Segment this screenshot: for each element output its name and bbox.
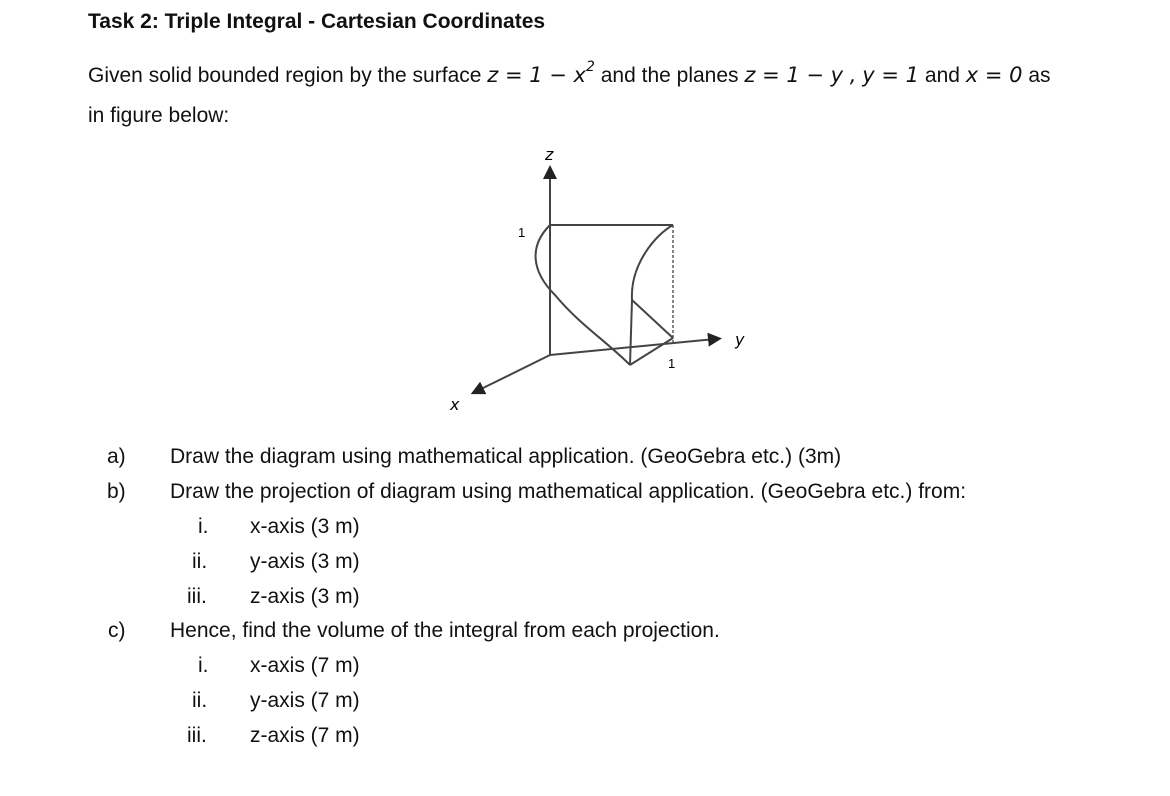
z-tick-label: 1 xyxy=(518,225,526,240)
question-b-iii-marker: iii. xyxy=(187,585,207,608)
question-b-ii-marker: ii. xyxy=(192,550,208,573)
question-c-text: Hence, find the volume of the integral from each projection. xyxy=(170,619,720,642)
intro-text-1: Given solid bounded region by the surface xyxy=(88,64,482,87)
question-c-marker: c) xyxy=(108,619,126,642)
task-title: Task 2: Triple Integral - Cartesian Coordinates xyxy=(88,10,546,33)
question-c-i-marker: i. xyxy=(198,654,209,677)
figure-svg xyxy=(430,140,760,420)
intro-text-5: in figure below: xyxy=(88,104,230,127)
surface-equation: $z = 1 - x^2$ xyxy=(487,59,595,87)
question-c-iii-marker: iii. xyxy=(187,724,207,747)
y-tick-label: 1 xyxy=(668,356,676,371)
question-b-iii-text: z-axis (3 m) xyxy=(250,585,360,608)
question-b-ii-text: y-axis (3 m) xyxy=(250,550,360,573)
x-axis-label: x xyxy=(450,395,460,414)
question-c-ii-marker: ii. xyxy=(192,689,208,712)
intro-text-2: and the planes xyxy=(600,64,739,87)
plane-equation-2: y = 1 xyxy=(862,63,920,87)
plane-equation-1: z = 1 − y , xyxy=(744,63,857,87)
intro-text-3: and xyxy=(924,64,960,87)
base-edge xyxy=(630,338,673,365)
question-c-iii-text: z-axis (7 m) xyxy=(250,724,360,747)
problem-statement xyxy=(88,50,1128,136)
y-axis-label: y xyxy=(735,330,745,349)
diagonal-edge xyxy=(632,300,673,338)
solid-region-figure xyxy=(430,140,760,425)
question-a-text: Draw the diagram using mathematical application. (GeoGebra etc.) (3m) xyxy=(170,445,842,468)
intro-text-4: as xyxy=(1028,64,1051,87)
question-c-ii-text: y-axis (7 m) xyxy=(250,689,360,712)
question-a-marker: a) xyxy=(107,445,126,468)
x-axis xyxy=(477,355,550,391)
question-b-marker: b) xyxy=(107,480,126,503)
question-c-i-text: x-axis (7 m) xyxy=(250,654,360,677)
plane-equation-3: x = 0 xyxy=(965,63,1023,87)
question-b-i-marker: i. xyxy=(198,515,209,538)
question-b-text: Draw the projection of diagram using mathematical application. (GeoGebra etc.) from: xyxy=(170,480,967,503)
y-axis xyxy=(550,339,715,355)
z-axis-label: z xyxy=(545,145,554,164)
question-b-i-text: x-axis (3 m) xyxy=(250,515,360,538)
